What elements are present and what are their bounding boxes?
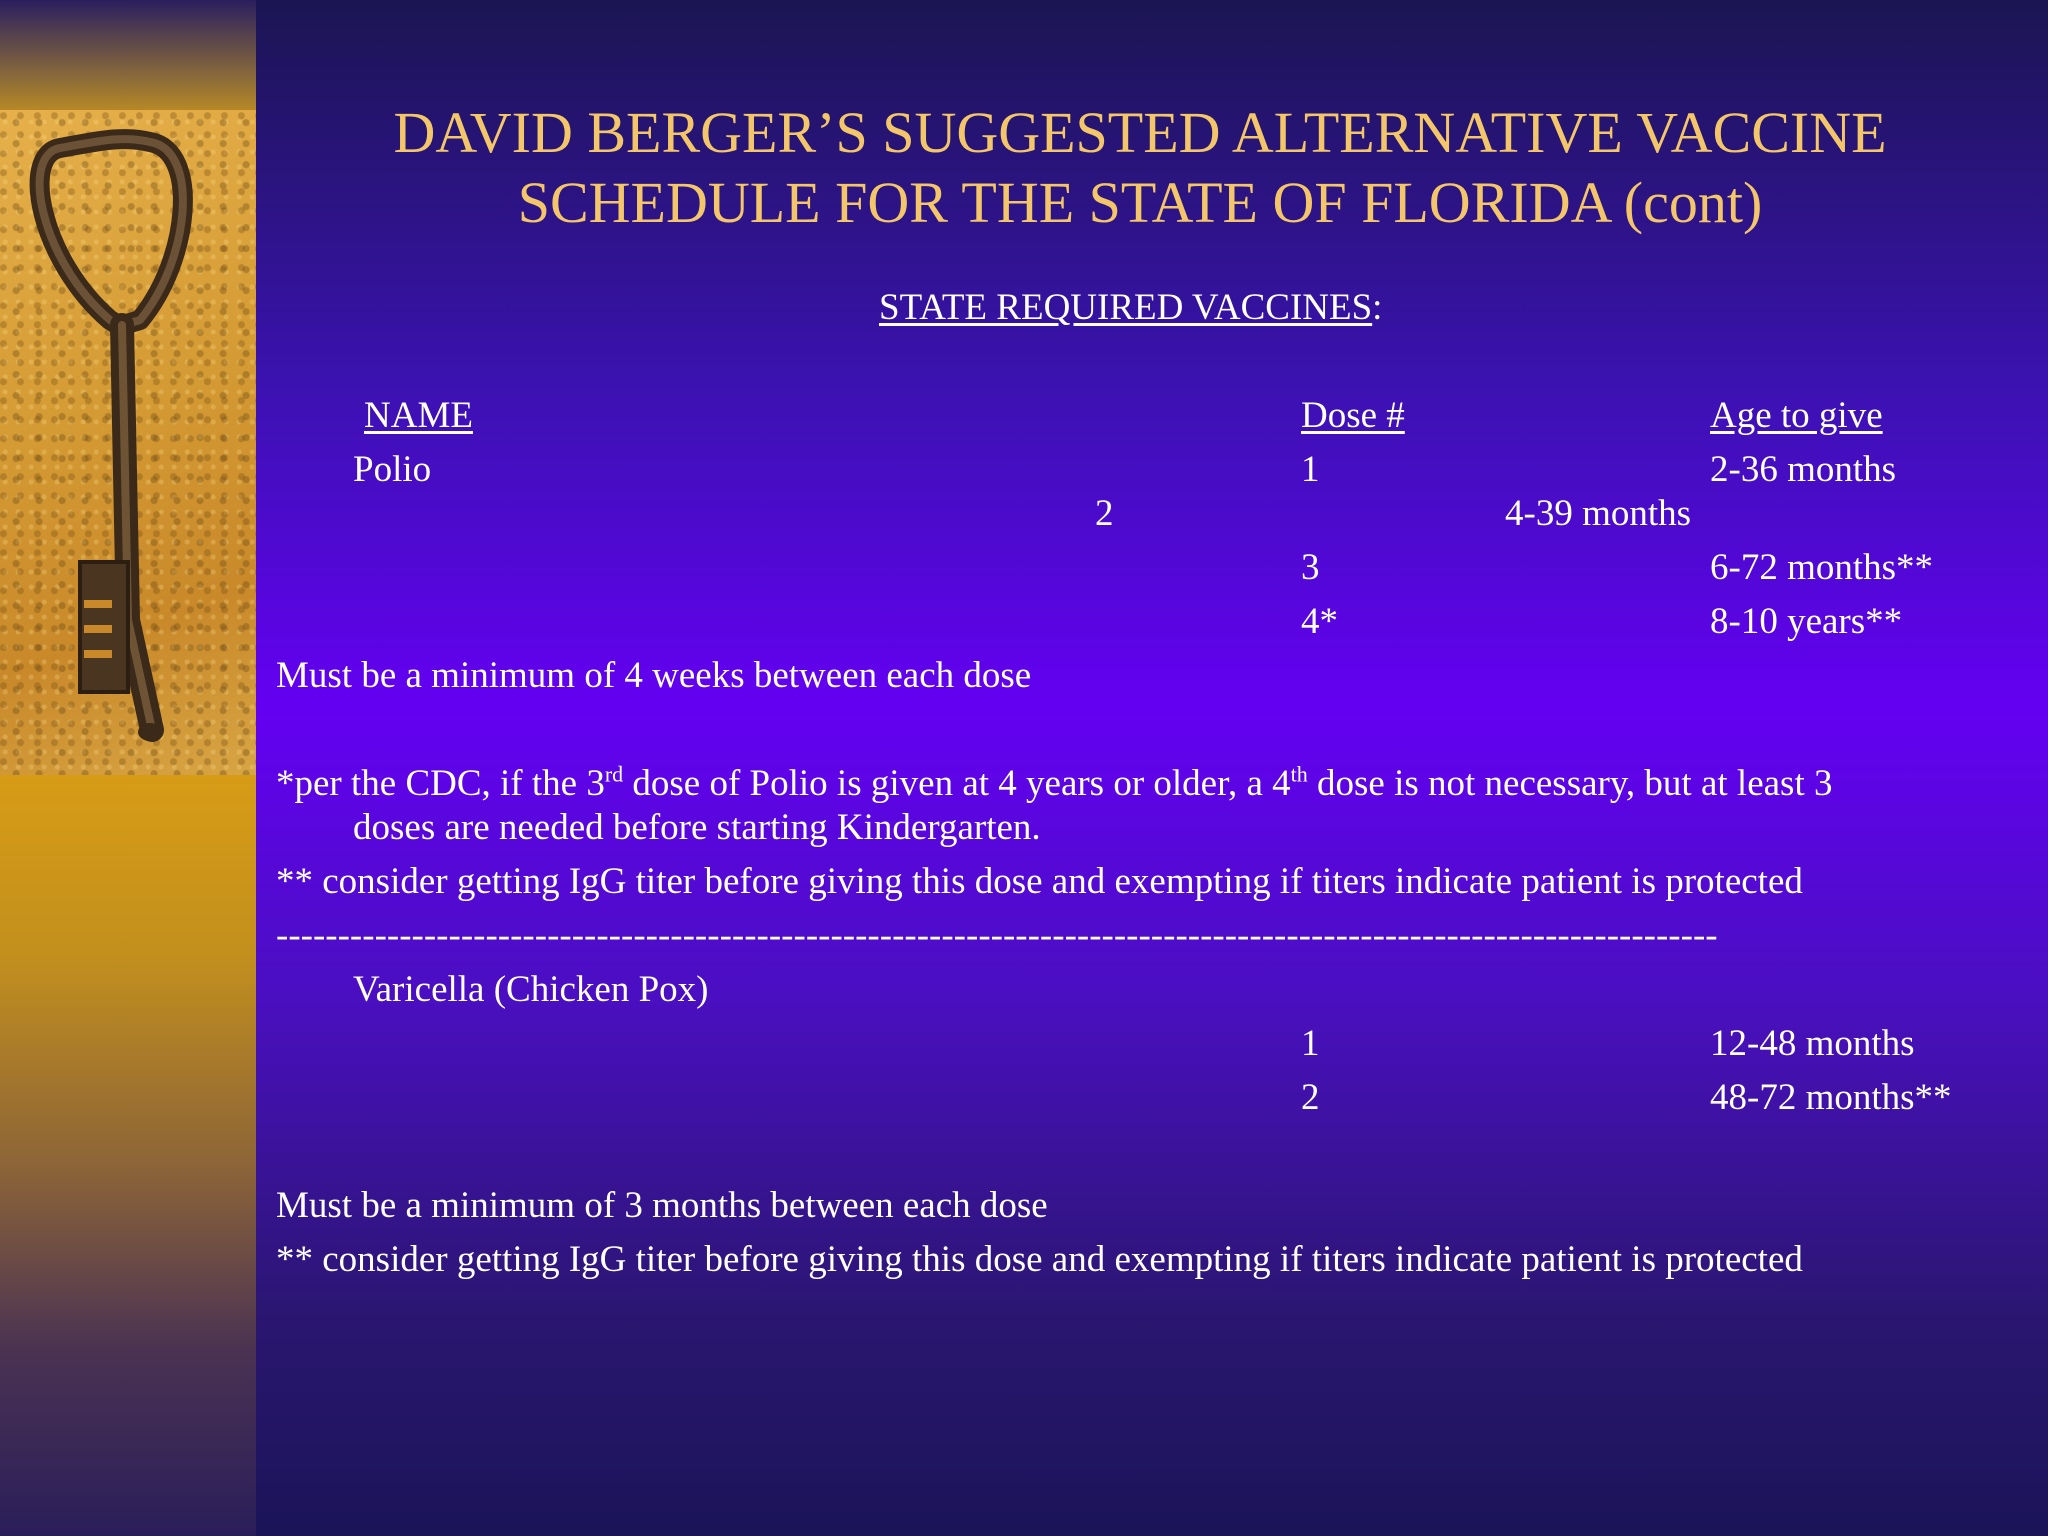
vaccine-name-polio: Polio xyxy=(353,449,432,490)
section-heading-colon: : xyxy=(1372,287,1383,328)
polio-dose-1: 1 xyxy=(1301,449,1320,490)
polio-cdc-footnote-line2: doses are needed before starting Kindergarten. xyxy=(353,807,1041,848)
footnote-part-a: *per the CDC, if the 3 xyxy=(276,763,605,804)
footnote-part-c: dose is not necessary, but at least 3 xyxy=(1307,763,1833,804)
varicella-dose-1: 1 xyxy=(1301,1023,1320,1064)
title-line-2: SCHEDULE FOR THE STATE OF FLORIDA (cont) xyxy=(517,170,1763,235)
section-heading-text: STATE REQUIRED VACCINES xyxy=(879,287,1373,328)
column-header-age: Age to give xyxy=(1710,395,1883,436)
footnote-part-b: dose of Polio is given at 4 years or older, a 4 xyxy=(623,763,1291,804)
varicella-dose-2: 2 xyxy=(1301,1077,1320,1118)
polio-dose-4: 4* xyxy=(1301,601,1338,642)
key-photo xyxy=(0,110,256,775)
section-heading xyxy=(879,286,1382,330)
polio-dose-2: 2 xyxy=(1095,493,1114,534)
varicella-age-2: 48-72 months** xyxy=(1710,1077,1952,1118)
slide-title xyxy=(300,98,1980,238)
polio-age-2: 4-39 months xyxy=(1505,493,1692,534)
varicella-titer-note: ** consider getting IgG titer before giving this dose and exempting if titers indicate patient is protected xyxy=(276,1239,1803,1280)
title-line-1: DAVID BERGER’S SUGGESTED ALTERNATIVE VACCINE xyxy=(393,100,1887,165)
key-icon xyxy=(0,110,256,775)
polio-age-4: 8-10 years** xyxy=(1710,601,1903,642)
polio-titer-note: ** consider getting IgG titer before giving this dose and exempting if titers indicate patient is protected xyxy=(276,861,1803,902)
decorative-sidebar xyxy=(0,0,256,1536)
varicella-min-interval-note: Must be a minimum of 3 months between each dose xyxy=(276,1185,1048,1226)
footnote-sup-rd: rd xyxy=(604,761,624,787)
column-header-name: NAME xyxy=(364,395,473,436)
polio-age-3: 6-72 months** xyxy=(1710,547,1934,588)
polio-dose-3: 3 xyxy=(1301,547,1320,588)
vaccine-name-varicella: Varicella (Chicken Pox) xyxy=(353,969,709,1010)
polio-age-1: 2-36 months xyxy=(1710,449,1897,490)
polio-cdc-footnote xyxy=(276,762,1832,806)
varicella-age-1: 12-48 months xyxy=(1710,1023,1915,1064)
section-divider: --------------------------------------------------------------------------------------------------------------------- xyxy=(276,915,1718,956)
column-header-dose: Dose # xyxy=(1301,395,1405,436)
polio-min-interval-note: Must be a minimum of 4 weeks between each dose xyxy=(276,655,1032,696)
footnote-sup-th: th xyxy=(1290,761,1308,787)
